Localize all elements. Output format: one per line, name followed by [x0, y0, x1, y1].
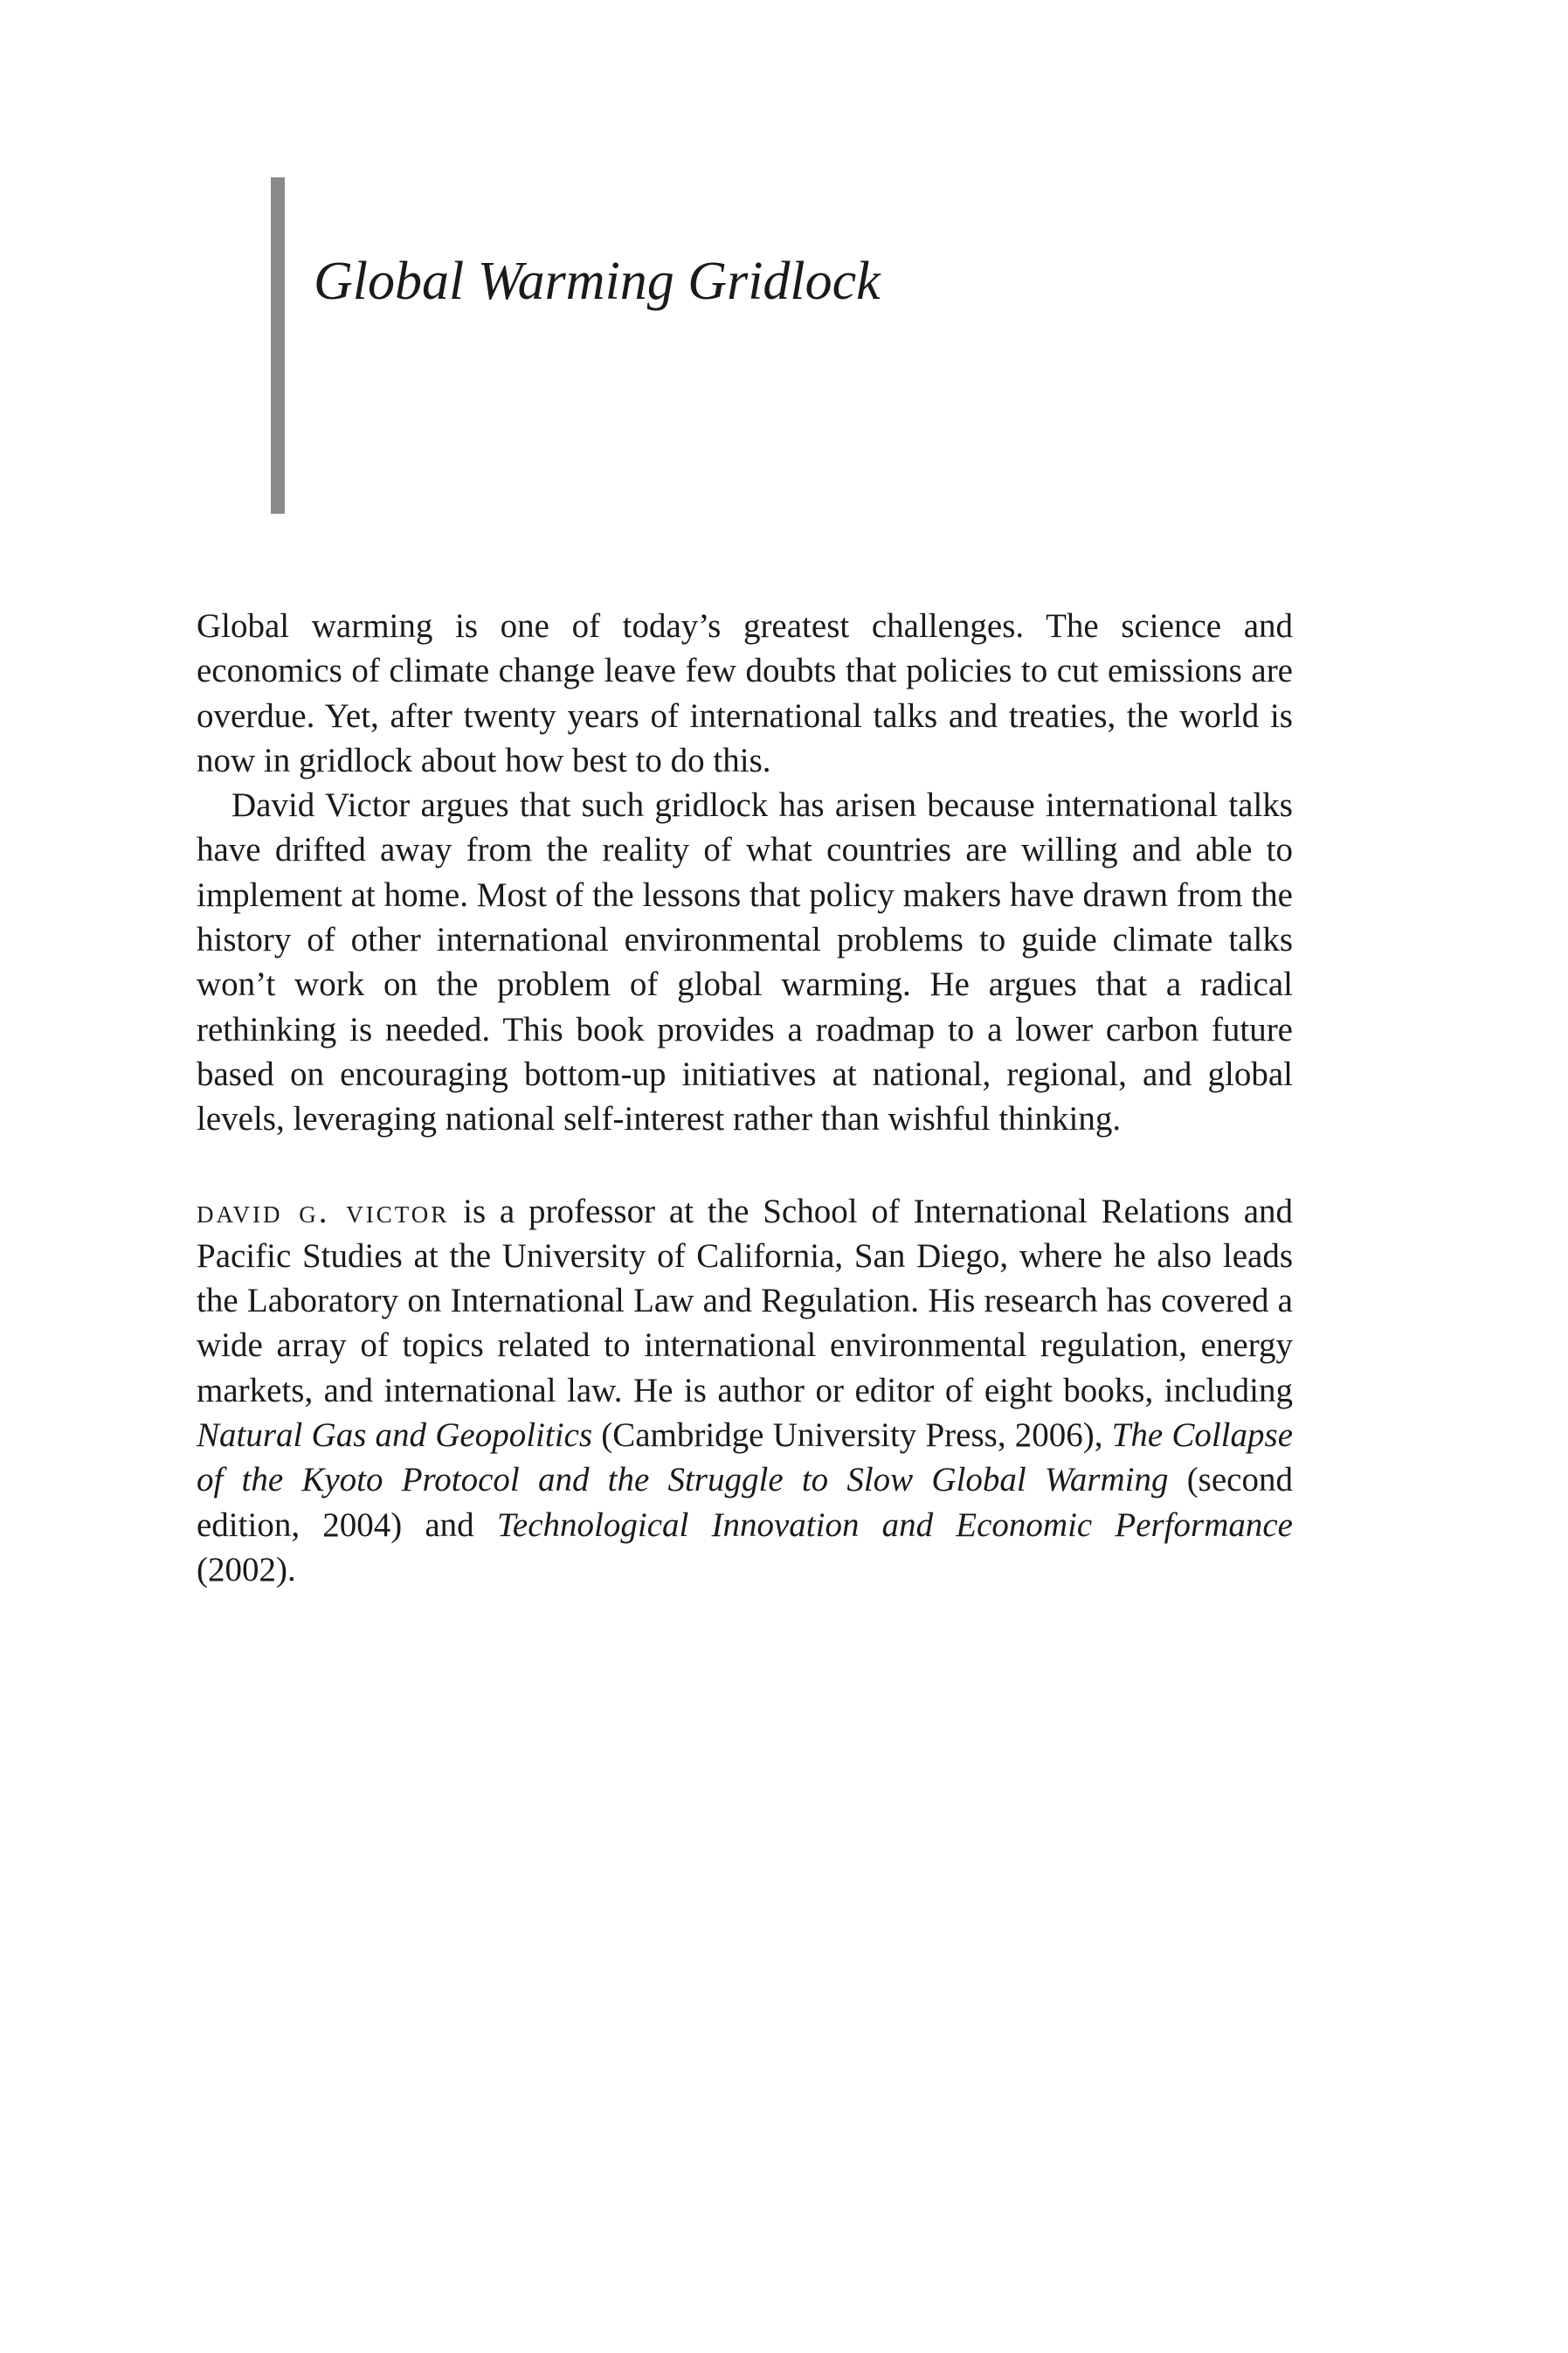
- author-bio: [197, 1189, 1293, 1593]
- book-title-kyoto: The Collapse of the Kyoto Protocol and the Struggle to Slow Global Warming: [197, 1416, 1293, 1499]
- bio-text-3: (second edition, 2004) and: [197, 1461, 1293, 1544]
- author-name: david g. victor: [197, 1192, 450, 1230]
- title-accent-bar: [271, 177, 285, 514]
- bio-text-4: (2002).: [197, 1550, 296, 1588]
- blurb-paragraph-1: Global warming is one of today’s greatest challenges. The science and economics of climate change leave few doubts that policies to cut emissions are overdue. Yet, after twenty years of international talks and treaties, the world is now in gridlock about how best to do this.: [197, 607, 1293, 779]
- book-title: Global Warming Gridlock: [314, 252, 881, 311]
- book-blurb: [197, 604, 1293, 1592]
- book-title-technological-innovation: Technological Innovation and Economic Performance: [496, 1505, 1293, 1544]
- blurb-paragraph-2: David Victor argues that such gridlock has arisen because international talks have drifted away from the reality of what countries are willing and able to implement at home. Most of the lessons that policy makers have drawn from the history of other international environmental problems to guide climate talks won’t work on the problem of global warming. He argues that a radical rethinking is needed. This book provides a roadmap to a lower carbon future based on encouraging bottom-up initiatives at national, regional, and global levels, leveraging national self-interest rather than wishful thinking.: [197, 786, 1293, 1138]
- bio-text-2: (Cambridge University Press, 2006),: [592, 1416, 1112, 1455]
- bio-text-1: is a professor at the School of International Relations and Pacific Studies at the University of California, San Diego, where he also leads the Laboratory on International Law and Regulation. His research has covered a wide array of topics related to international environmental regulation, energy markets, and international law. He is author or editor of eight books, including: [197, 1192, 1294, 1409]
- book-title-natural-gas: Natural Gas and Geopolitics: [197, 1416, 593, 1455]
